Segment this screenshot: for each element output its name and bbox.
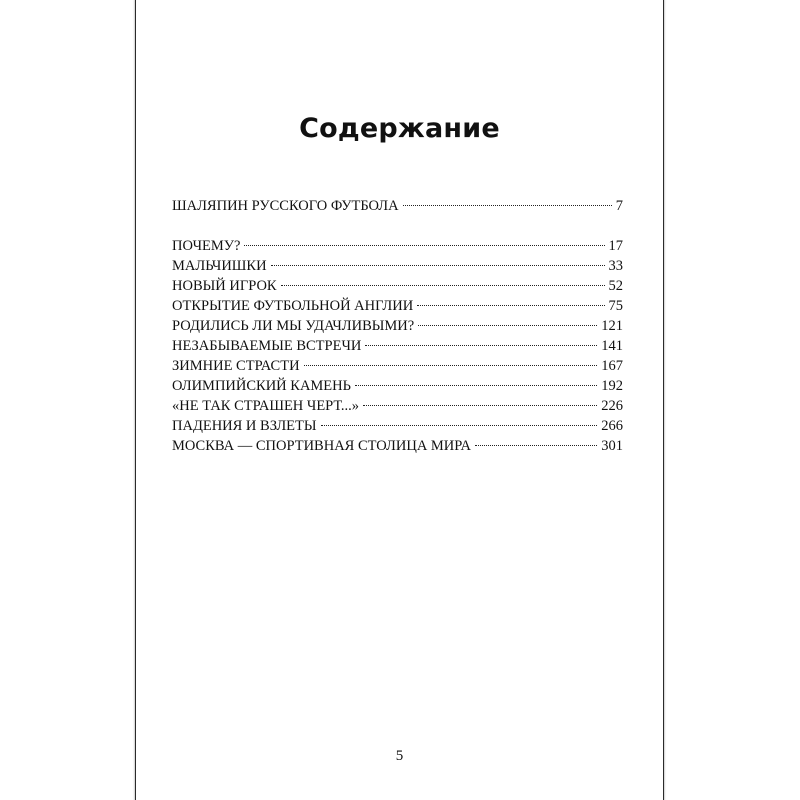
toc-entry	[172, 316, 623, 336]
toc-leader-dots	[417, 305, 604, 306]
toc-leader-dots	[418, 325, 597, 326]
toc-entry	[172, 236, 623, 256]
toc-leader-dots	[321, 425, 598, 426]
toc-leader-dots	[271, 265, 605, 266]
toc-entry-label: ШАЛЯПИН РУССКОГО ФУТБОЛА	[172, 198, 399, 214]
toc-entry-page: 7	[615, 198, 623, 214]
toc-entry-label: НЕЗАБЫВАЕМЫЕ ВСТРЕЧИ	[172, 338, 362, 354]
toc-entry	[172, 296, 623, 316]
toc-entry-page: 75	[608, 298, 623, 314]
toc-entry-page: 121	[601, 318, 623, 334]
toc-entry	[172, 376, 623, 396]
toc-leader-dots	[281, 285, 605, 286]
book-page	[136, 0, 663, 800]
toc-entry-page: 192	[601, 378, 623, 394]
toc-entry	[172, 196, 623, 216]
toc-entry-page: 301	[601, 438, 623, 454]
toc-entry-page: 52	[608, 278, 623, 294]
toc-entry-page: 167	[601, 358, 623, 374]
table-of-contents	[172, 196, 623, 456]
toc-entry-page: 266	[601, 418, 623, 434]
toc-leader-dots	[365, 345, 597, 346]
toc-entry-label: «НЕ ТАК СТРАШЕН ЧЕРТ...»	[172, 398, 359, 414]
toc-entry-page: 17	[608, 238, 623, 254]
toc-leader-dots	[475, 445, 597, 446]
toc-entry-label: ПОЧЕМУ?	[172, 238, 241, 254]
toc-leader-dots	[355, 385, 597, 386]
toc-entry-page: 226	[601, 398, 623, 414]
toc-entry-page: 33	[608, 258, 623, 274]
toc-entry	[172, 436, 623, 456]
toc-entry-label: РОДИЛИСЬ ЛИ МЫ УДАЧЛИВЫМИ?	[172, 318, 415, 334]
toc-entry-label: МОСКВА — СПОРТИВНАЯ СТОЛИЦА МИРА	[172, 438, 471, 454]
toc-entry	[172, 416, 623, 436]
toc-entry	[172, 276, 623, 296]
toc-entry-page: 141	[601, 338, 623, 354]
toc-entry-label: ОТКРЫТИЕ ФУТБОЛЬНОЙ АНГЛИИ	[172, 298, 414, 314]
toc-leader-dots	[304, 365, 598, 366]
toc-entry	[172, 336, 623, 356]
toc-entry	[172, 256, 623, 276]
toc-entry	[172, 396, 623, 416]
toc-entry	[172, 356, 623, 376]
toc-leader-dots	[403, 205, 612, 206]
toc-leader-dots	[363, 405, 597, 406]
page-number: 5	[395, 748, 404, 764]
toc-entry-label: ПАДЕНИЯ И ВЗЛЕТЫ	[172, 418, 317, 434]
toc-entry-label: ОЛИМПИЙСКИЙ КАМЕНЬ	[172, 378, 351, 394]
toc-entry-label: НОВЫЙ ИГРОК	[172, 278, 277, 294]
toc-leader-dots	[244, 245, 604, 246]
toc-entry-label: МАЛЬЧИШКИ	[172, 258, 267, 274]
toc-entry-label: ЗИМНИЕ СТРАСТИ	[172, 358, 300, 374]
page-title: Содержание	[299, 113, 500, 144]
